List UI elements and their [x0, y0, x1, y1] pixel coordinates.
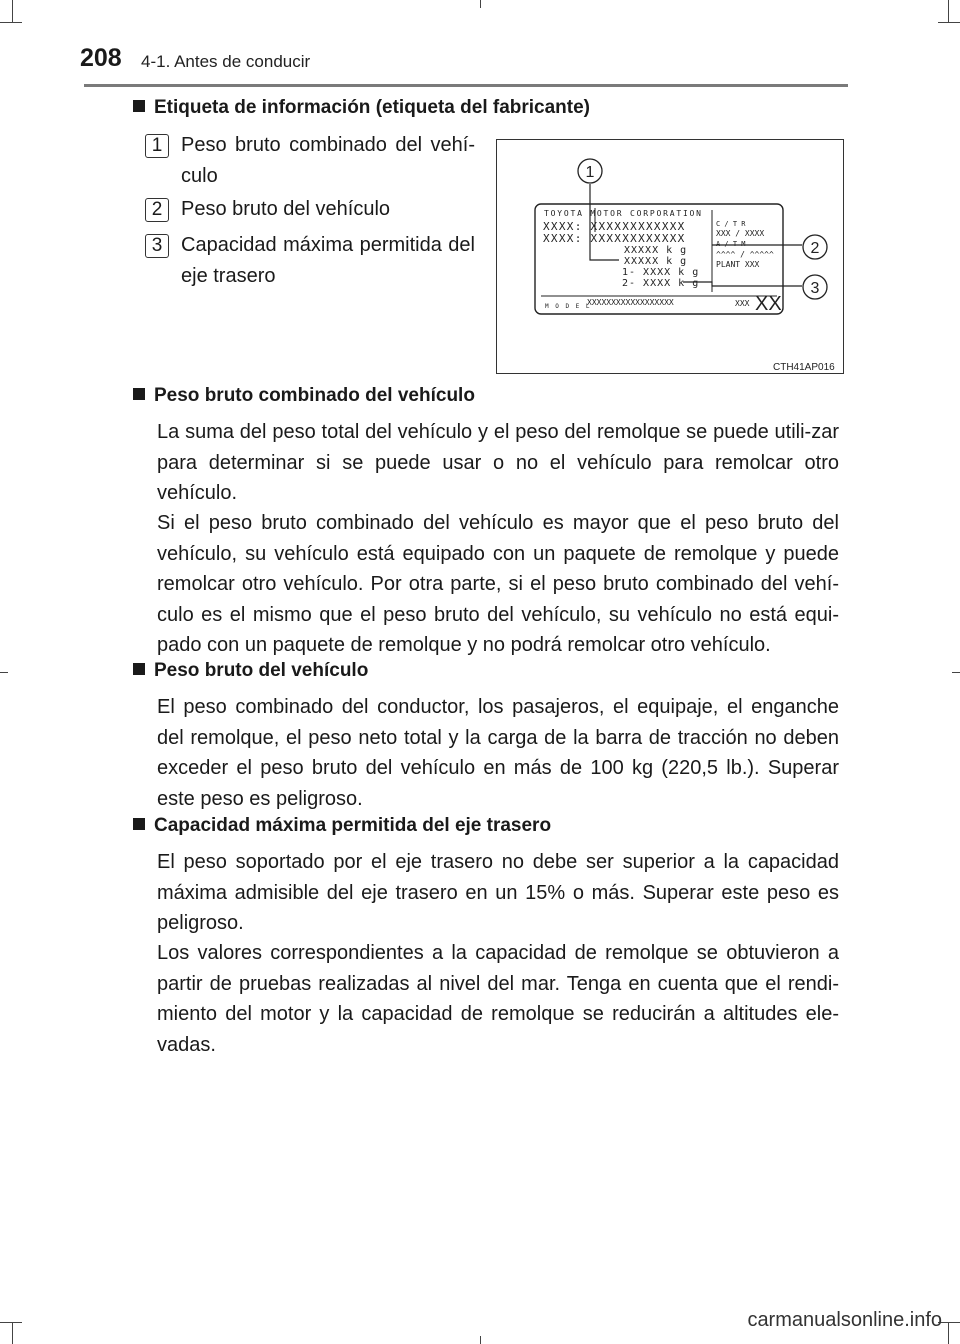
crop-mark: [948, 1322, 949, 1344]
callout-number: 2: [810, 240, 820, 257]
label-row: XXXX: XXXXXXXXXXXX: [543, 232, 686, 245]
label-axle: 2- XXXX k g: [622, 278, 700, 289]
watermark: carmanualsonline.info: [747, 1309, 942, 1331]
heading-text: Peso bruto del vehículo: [154, 660, 369, 681]
paragraph: El peso combinado del conductor, los pasajeros, el equipaje, el enganche del remolque, el peso neto total y la carga de la barra de tracción no deben exceder el peso bruto del vehículo en más de 100 kg (220,5 lb.). Superar este peso es peligroso.: [157, 696, 839, 810]
label-model-code: XXX: [735, 299, 750, 308]
paragraph: Los valores correspondientes a la capacidad de remolque se obtuvieron a partir de pruebas realizadas al nivel del mar. Tenga en cuenta que el rendi-miento del motor y la capacidad de remolque se reducirán a altitudes ele-vadas.: [157, 942, 839, 1056]
paragraph: Si el peso bruto combinado del vehículo es mayor que el peso bruto del vehículo, su vehículo está equipado con un paquete de remolque y puede remolcar otro vehículo. Por otra parte, si el peso bruto combinado del vehí-culo es el mismo que el peso bruto del vehículo, su vehículo no está equi-pado con un paquete de remolque y no podrá remolcar otro vehículo.: [157, 512, 839, 656]
label-illustration: [496, 139, 844, 374]
label-axle: 1- XXXX k g: [622, 267, 700, 278]
section-heading: [133, 815, 551, 837]
item-number: 1: [145, 134, 169, 158]
crop-mark: [938, 22, 960, 23]
page-number: 208: [80, 44, 122, 72]
crop-mark: [948, 0, 949, 22]
label-section-heading: [133, 97, 590, 119]
label-row: XXXX: XXXXXXXXXXXX: [543, 220, 686, 233]
section-heading: [133, 660, 368, 682]
label-model: M O D E L: [545, 303, 592, 310]
callout-line: [683, 282, 802, 286]
figure-code: CTH41AP016: [773, 362, 835, 373]
label-plant: PLANT XXX: [716, 260, 760, 269]
item-text: Peso bruto del vehículo: [181, 198, 391, 220]
heading-text: Etiqueta de información (etiqueta del fabricante): [154, 97, 591, 118]
heading-text: Capacidad máxima permitida del eje trasero: [154, 815, 552, 836]
crop-mark: [0, 672, 8, 673]
label-item-2: [145, 194, 475, 225]
crop-mark: [12, 0, 13, 22]
callout-number: 3: [810, 280, 820, 297]
crop-mark: [480, 1336, 481, 1344]
square-bullet-icon: [133, 818, 145, 830]
square-bullet-icon: [133, 663, 145, 675]
crop-mark: [0, 1322, 22, 1323]
label-item-1: [145, 130, 475, 192]
crop-mark: [952, 672, 960, 673]
section-heading: [133, 385, 475, 407]
label-weight: XXXXX k g: [624, 245, 688, 256]
paragraph: El peso soportado por el eje trasero no debe ser superior a la capacidad máxima admisible del eje trasero en un 15% o más. Superar este peso es peligroso.: [157, 851, 839, 934]
crop-mark: [480, 0, 481, 8]
header-divider: [84, 84, 848, 87]
crop-mark: [0, 22, 22, 23]
label-model-code-big: XX: [755, 293, 782, 315]
label-model-value: XXXXXXXXXXXXXXXXXX: [587, 298, 674, 307]
label-item-3: [145, 230, 475, 292]
item-number: 2: [145, 198, 169, 222]
label-at: A / T M: [716, 240, 746, 248]
item-number: 3: [145, 234, 169, 258]
label-ct: C / T R: [716, 220, 746, 228]
item-text: Peso bruto combinado del vehí-culo: [181, 134, 475, 187]
callout-number: 1: [585, 164, 595, 181]
crop-mark: [12, 1322, 13, 1344]
label-diagram: [497, 140, 845, 375]
square-bullet-icon: [133, 388, 145, 400]
square-bullet-icon: [133, 100, 145, 112]
label-dates: ^^^^ / ^^^^^: [716, 250, 774, 259]
paragraph: La suma del peso total del vehículo y el peso del remolque se puede utili-zar para determinar si se puede usar o no el vehículo para remolcar otro vehículo.: [157, 421, 839, 504]
label-weight: XXXXX k g: [624, 256, 688, 267]
label-company: TOYOTA MOTOR CORPORATION: [544, 209, 703, 218]
item-text: Capacidad máxima permitida del eje trasero: [181, 234, 475, 287]
section-title: 4-1. Antes de conducir: [141, 52, 311, 71]
heading-text: Peso bruto combinado del vehículo: [154, 385, 475, 406]
label-ct-value: XXX / XXXX: [716, 229, 765, 238]
